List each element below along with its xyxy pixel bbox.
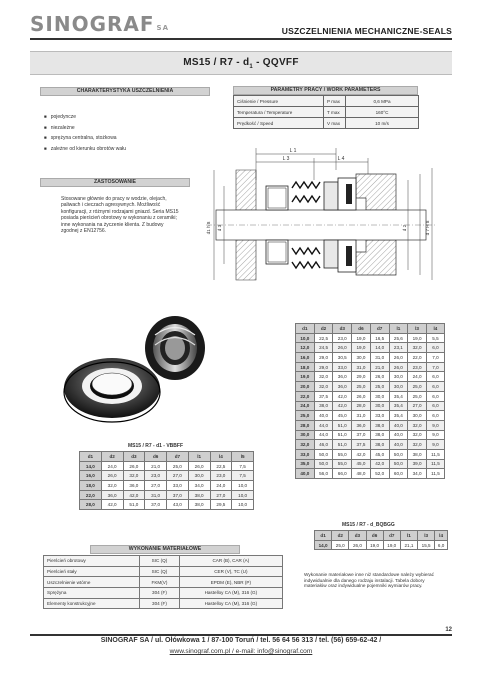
cell: 32,0 — [101, 481, 123, 491]
cell: 31,0 — [352, 362, 371, 372]
cell: 10,0 — [232, 481, 254, 491]
footer-divider — [30, 634, 452, 636]
cell: 32,0 — [408, 343, 427, 353]
cell: 30,0 — [296, 430, 315, 440]
param-value: 0,6 MPa — [346, 96, 419, 107]
cell: 35,4 — [389, 391, 408, 401]
cell: 6,0 — [426, 372, 444, 382]
cell: 45,0 — [370, 449, 389, 459]
table-row — [296, 420, 445, 430]
table-row — [234, 107, 419, 118]
col-header: l3 — [418, 531, 435, 541]
param-symbol: T max — [324, 107, 346, 118]
cell: 26,0 — [333, 343, 352, 353]
cell: 21,0 — [370, 362, 389, 372]
cell: 24,0 — [210, 481, 232, 491]
col-header: d1 — [315, 531, 332, 541]
cell: 24,0 — [101, 461, 123, 471]
cell: 51,0 — [333, 440, 352, 450]
cell: 14,0 — [370, 343, 389, 353]
cell: 27,0 — [408, 401, 427, 411]
cell: 6,0 — [426, 382, 444, 392]
cell: 28,0 — [80, 500, 102, 510]
cell: 42,0 — [333, 391, 352, 401]
material-standard: 304 (F) — [140, 588, 180, 599]
title-suffix: - QQVFF — [253, 57, 299, 68]
col-header: d1 — [80, 452, 102, 462]
col-header: l1 — [188, 452, 210, 462]
cell: 44,0 — [314, 420, 333, 430]
cell: 42,0 — [370, 459, 389, 469]
cell: 37,0 — [167, 490, 189, 500]
cell: 23,0 — [145, 471, 167, 481]
col-header: l1 — [400, 531, 417, 541]
col-header: d6 — [366, 531, 383, 541]
table-row — [296, 430, 445, 440]
cell: 34,0 — [408, 469, 427, 479]
col-header: d2 — [332, 531, 349, 541]
table-row — [44, 556, 283, 567]
dim-d7: d 7 H 8 — [425, 220, 430, 236]
title-main: MS15 / R7 - d — [183, 57, 250, 68]
page-number: 12 — [445, 627, 452, 633]
cell: 38,0 — [370, 430, 389, 440]
cell: 14,0 — [315, 540, 332, 550]
cell: 40,0 — [314, 411, 333, 421]
cell: 7,0 — [426, 362, 444, 372]
list-item: ■ zależne od kierunku obrotów wału — [44, 144, 126, 155]
cell: 22,5 — [210, 461, 232, 471]
cell: 55,0 — [333, 459, 352, 469]
list-item: ■ sprężyna centralna, stożkowa — [44, 133, 126, 144]
cell: 30,0 — [389, 382, 408, 392]
cell: 39,0 — [408, 459, 427, 469]
materials-table-body — [44, 556, 283, 609]
cell: 31,0 — [352, 411, 371, 421]
cell: 11,5 — [426, 449, 444, 459]
material-part: Elementy konstrukcyjne — [44, 598, 140, 609]
cell: 6,0 — [426, 401, 444, 411]
param-label: Prędkość / Speed — [234, 118, 324, 129]
cell: 35,4 — [389, 411, 408, 421]
title-sub: 1 — [249, 64, 254, 70]
cell: 33,0 — [296, 449, 315, 459]
col-header: l4 — [210, 452, 232, 462]
table-row — [234, 96, 419, 107]
cell: 45,0 — [352, 459, 371, 469]
cell: 32,0 — [408, 430, 427, 440]
main-table-body — [296, 333, 445, 478]
cell: 36,0 — [333, 372, 352, 382]
cell: 22,0 — [296, 391, 315, 401]
table-row — [296, 411, 445, 421]
cell: 36,0 — [333, 382, 352, 392]
cell: 14,0 — [80, 461, 102, 471]
dimensions-table-bqbgg — [314, 530, 448, 550]
cell: 7,0 — [426, 353, 444, 363]
table-row — [296, 333, 445, 343]
cell: 42,0 — [352, 449, 371, 459]
cell: 29,0 — [314, 353, 333, 363]
cell: 22,5 — [314, 333, 333, 343]
seal-cross-section-drawing — [196, 140, 448, 305]
cell: 10,0 — [232, 500, 254, 510]
cell: 35,4 — [389, 401, 408, 411]
table-row — [44, 598, 283, 609]
header-divider — [30, 38, 452, 40]
caption-right: MS15 / R7 - d_BQBGG — [342, 522, 395, 528]
logo-text: SINOGRAF — [30, 12, 155, 36]
cell: 25,0 — [408, 391, 427, 401]
caption-left: MS15 / R7 - d1 - VBBFF — [128, 443, 184, 449]
table-row — [296, 362, 445, 372]
col-header: l3 — [408, 324, 427, 334]
params-table — [233, 95, 419, 129]
table-row — [234, 118, 419, 129]
cell: 21,0 — [145, 461, 167, 471]
cell: 26,0 — [123, 461, 145, 471]
param-symbol: P max — [324, 96, 346, 107]
table-row — [296, 343, 445, 353]
table-row — [296, 382, 445, 392]
footer-address: SINOGRAF SA / ul. Ołówkowa 1 / 87-100 Toruń / tel. 56 64 56 313 / tel. (56) 659-62-42 / — [100, 637, 382, 644]
table-row — [296, 459, 445, 469]
cell: 25,0 — [352, 382, 371, 392]
cell: 29,5 — [210, 500, 232, 510]
param-label: Temperatura / Temperature — [234, 107, 324, 118]
material-standard: SIC (Q) — [140, 556, 180, 567]
cell: 16,0 — [80, 471, 102, 481]
dimensions-table-small — [79, 451, 254, 510]
material-options: EPDM (E), NBR (P) — [179, 577, 282, 588]
cell: 28,0 — [296, 420, 315, 430]
param-symbol: V max — [324, 118, 346, 129]
table-row — [296, 440, 445, 450]
cell: 9,0 — [426, 430, 444, 440]
cell: 20,0 — [296, 382, 315, 392]
cell: 26,0 — [101, 471, 123, 481]
material-part: Pierścień obrotowy — [44, 556, 140, 567]
table-row — [80, 461, 254, 471]
application-text: Stosowane głównie do pracy w wodzie, olejach, paliwach i cieczach agresywnych. Możliwość konfiguracji, z różnymi rodzajami gniazd. Seria MS15 posiada pierścień obrotowy w wykonaniu z ceramiki; inne wykonania na życzenie klienta. Z budowy zgodnej z EN12756. — [61, 196, 179, 235]
cell: 40,0 — [389, 430, 408, 440]
cell: 50,0 — [314, 449, 333, 459]
cell: 30,0 — [188, 471, 210, 481]
table-header-row — [80, 452, 254, 462]
cell: 25,0 — [167, 461, 189, 471]
dimensions-table-main — [295, 323, 445, 479]
cell: 38,0 — [370, 440, 389, 450]
cell: 36,0 — [123, 481, 145, 491]
cell: 28,0 — [352, 401, 371, 411]
cell: 26,0 — [349, 540, 366, 550]
cell: 50,0 — [389, 459, 408, 469]
cell: 16,5 — [370, 333, 389, 343]
dim-l1: L 1 — [289, 148, 297, 154]
material-part: Sprężyna — [44, 588, 140, 599]
cell: 60,0 — [389, 469, 408, 479]
cell: 15,5 — [418, 540, 435, 550]
cell: 23,0 — [408, 362, 427, 372]
cell: 38,0 — [314, 401, 333, 411]
table-row — [296, 449, 445, 459]
materials-table — [43, 555, 283, 609]
cell: 25,0 — [408, 382, 427, 392]
cell: 50,0 — [314, 459, 333, 469]
material-standard: FKM(V) — [140, 577, 180, 588]
material-part: Uszczelnienie wtórne — [44, 577, 140, 588]
cell: 23,1 — [389, 343, 408, 353]
cell: 51,0 — [123, 500, 145, 510]
col-header: d1 — [296, 324, 315, 334]
cell: 10,0 — [296, 333, 315, 343]
cell: 44,0 — [314, 430, 333, 440]
table-row — [80, 471, 254, 481]
cell: 25,0 — [370, 382, 389, 392]
col-header: l4 — [435, 531, 448, 541]
cell: 30,0 — [408, 411, 427, 421]
cell: 42,0 — [101, 500, 123, 510]
params-heading: PARAMETRY PRACY / WORK PARAMETERS — [233, 86, 418, 95]
table-header-row — [315, 531, 448, 541]
cell: 10,0 — [232, 490, 254, 500]
dim-d1: d1 h 8 — [206, 221, 211, 235]
table-row — [296, 372, 445, 382]
cell: 19,0 — [383, 540, 400, 550]
material-options: Hastelloy CA (M), 316 (G) — [179, 598, 282, 609]
list-item: ■ pojedyncze — [44, 112, 126, 123]
cell: 37,5 — [352, 440, 371, 450]
sinograf-logo — [30, 12, 169, 36]
cell: 9,0 — [426, 420, 444, 430]
cell: 36,0 — [352, 420, 371, 430]
cell: 48,0 — [352, 469, 371, 479]
table-header-row — [296, 324, 445, 334]
cell: 19,0 — [352, 343, 371, 353]
cell: 9,0 — [426, 440, 444, 450]
cell: 38,0 — [408, 449, 427, 459]
material-standard: SIC (Q) — [140, 566, 180, 577]
cell: 38,0 — [370, 420, 389, 430]
cell: 30,5 — [333, 353, 352, 363]
cell: 51,0 — [333, 420, 352, 430]
cell: 32,0 — [296, 440, 315, 450]
cell: 19,0 — [296, 372, 315, 382]
cell: 34,0 — [188, 481, 210, 491]
cell: 33,0 — [167, 481, 189, 491]
cell: 32,0 — [314, 372, 333, 382]
cell: 11,5 — [426, 469, 444, 479]
cell: 18,0 — [296, 362, 315, 372]
table-row — [296, 353, 445, 363]
material-part: Pierścień stały — [44, 566, 140, 577]
col-header: d6 — [145, 452, 167, 462]
category-title: USZCZELNIENIA MECHANICZNE-SEALS — [281, 26, 452, 36]
material-options: Hastelloy CA (M), 316 (G) — [179, 588, 282, 599]
cell: 52,0 — [370, 469, 389, 479]
materials-note: Wykonanie materiałowe inne niż standardowe należy wybierać indywidualnie dla danego rodzaju instalacji. Tabela dobory materiałów oraz indywidualne pojemniki wymiarów pracy. — [304, 572, 434, 589]
col-header: d7 — [370, 324, 389, 334]
cell: 36,0 — [101, 490, 123, 500]
table-row — [44, 588, 283, 599]
cell: 16,0 — [296, 353, 315, 363]
cell: 25,0 — [332, 540, 349, 550]
dim-d2: d 2 — [402, 224, 407, 232]
cell: 26,0 — [352, 391, 371, 401]
cell: 37,0 — [145, 500, 167, 510]
cell: 24,0 — [296, 401, 315, 411]
cell: 6,0 — [426, 411, 444, 421]
cell: 12,0 — [296, 343, 315, 353]
cell: 66,0 — [333, 469, 352, 479]
cell: 31,0 — [370, 353, 389, 363]
cell: 40,0 — [296, 469, 315, 479]
product-title — [30, 51, 452, 75]
cell: 37,5 — [314, 391, 333, 401]
cell: 7,5 — [232, 461, 254, 471]
param-value: 10 m/s — [346, 118, 419, 129]
cell: 7,5 — [232, 471, 254, 481]
col-header: l4 — [426, 324, 444, 334]
cell: 27,0 — [210, 490, 232, 500]
cell: 27,0 — [167, 471, 189, 481]
cell: 46,0 — [314, 440, 333, 450]
param-label: Ciśnienie / Pressure — [234, 96, 324, 107]
table-row — [44, 577, 283, 588]
cell: 32,0 — [123, 471, 145, 481]
cell: 30,0 — [389, 372, 408, 382]
cell: 27,0 — [145, 481, 167, 491]
cell: 33,0 — [333, 362, 352, 372]
cell: 6,0 — [426, 343, 444, 353]
cell: 11,5 — [426, 459, 444, 469]
cell: 5,5 — [426, 333, 444, 343]
col-header: d3 — [333, 324, 352, 334]
cell: 42,0 — [333, 401, 352, 411]
cell: 18,0 — [80, 481, 102, 491]
cell: 43,0 — [167, 500, 189, 510]
cell: 42,0 — [123, 490, 145, 500]
cell: 23,0 — [333, 333, 352, 343]
cell: 40,0 — [389, 420, 408, 430]
table-row — [296, 401, 445, 411]
cell: 26,0 — [389, 353, 408, 363]
cell: 31,0 — [145, 490, 167, 500]
cell: 32,0 — [408, 420, 427, 430]
cell: 32,0 — [408, 440, 427, 450]
cell: 30,0 — [370, 401, 389, 411]
col-header: l5 — [232, 452, 254, 462]
cell: 21,1 — [400, 540, 417, 550]
cell: 22,0 — [408, 353, 427, 363]
cell: 40,0 — [389, 440, 408, 450]
cell: 24,5 — [314, 343, 333, 353]
table-row — [296, 469, 445, 479]
col-header: d2 — [314, 324, 333, 334]
cell: 6,0 — [426, 391, 444, 401]
cell: 32,0 — [314, 382, 333, 392]
materials-heading: WYKONANIE MATERIAŁOWE — [90, 545, 240, 554]
cell: 37,0 — [352, 430, 371, 440]
param-value: 160°C — [346, 107, 419, 118]
cell: 25,0 — [296, 411, 315, 421]
col-header: d3 — [123, 452, 145, 462]
dim-d3: d 3 — [217, 224, 222, 232]
cell: 23,0 — [210, 471, 232, 481]
table-row — [80, 490, 254, 500]
seal-product-photo — [50, 300, 230, 435]
col-header: l1 — [389, 324, 408, 334]
col-header: d2 — [101, 452, 123, 462]
cell: 26,0 — [370, 372, 389, 382]
table-row — [296, 391, 445, 401]
footer-contact-link[interactable]: www.sinograf.com.pl / e-mail: info@sinograf.com — [169, 648, 313, 655]
material-options: CAR (B), CAR (A) — [179, 556, 282, 567]
cell: 35,0 — [296, 459, 315, 469]
cell: 19,0 — [352, 333, 371, 343]
cell: 29,0 — [314, 362, 333, 372]
cell: 6,0 — [435, 540, 448, 550]
cell: 30,0 — [352, 353, 371, 363]
cell: 45,0 — [333, 411, 352, 421]
cell: 51,0 — [333, 430, 352, 440]
table-row — [80, 481, 254, 491]
cell: 24,0 — [408, 372, 427, 382]
cell: 55,0 — [333, 449, 352, 459]
application-heading: ZASTOSOWANIE — [40, 178, 190, 187]
cell: 26,0 — [389, 362, 408, 372]
dim-l3: L 3 — [282, 156, 290, 162]
material-options: CER (V), TC (U) — [179, 566, 282, 577]
cell: 56,0 — [314, 469, 333, 479]
cell: 30,0 — [370, 391, 389, 401]
cell: 33,0 — [370, 411, 389, 421]
cell: 26,0 — [188, 461, 210, 471]
cell: 50,0 — [389, 449, 408, 459]
cell: 25,6 — [389, 333, 408, 343]
col-header: d7 — [383, 531, 400, 541]
dim-l4: L 4 — [337, 156, 345, 162]
col-header: d6 — [352, 324, 371, 334]
cell: 38,0 — [188, 490, 210, 500]
table-row — [44, 566, 283, 577]
col-header: d3 — [349, 531, 366, 541]
table-row — [315, 540, 448, 550]
characteristics-heading: CHARAKTERYSTYKA USZCZELNIENIA — [40, 87, 210, 96]
logo-sa: SA — [156, 24, 170, 32]
table-row — [80, 500, 254, 510]
material-standard: 304 (F) — [140, 598, 180, 609]
cell: 19,0 — [408, 333, 427, 343]
cell: 19,0 — [366, 540, 383, 550]
cell: 38,0 — [188, 500, 210, 510]
col-header: d7 — [167, 452, 189, 462]
characteristics-list — [44, 112, 126, 154]
list-item: ■ niezależne — [44, 123, 126, 134]
cell: 29,0 — [352, 372, 371, 382]
cell: 22,0 — [80, 490, 102, 500]
